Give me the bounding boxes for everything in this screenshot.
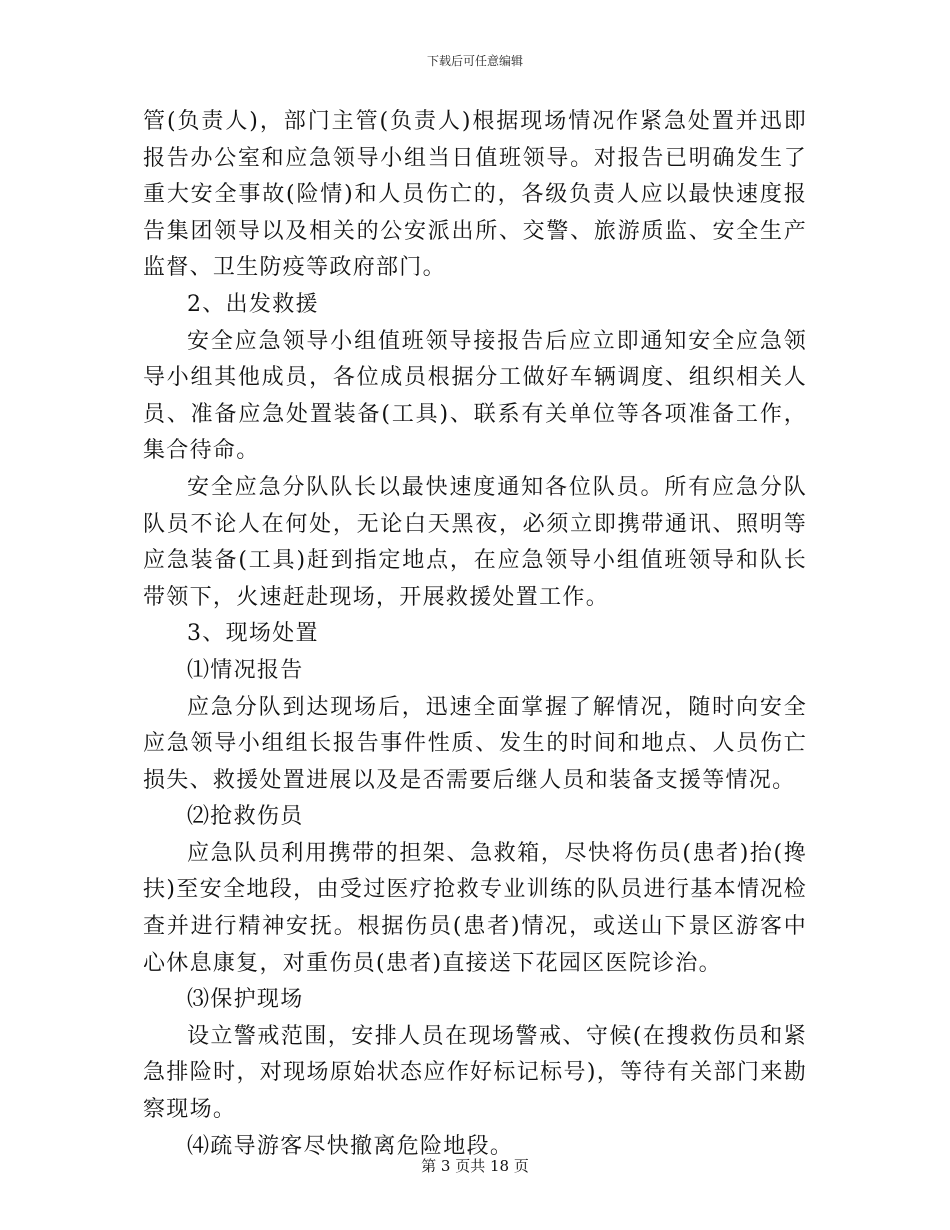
paragraph-rescue-injured: 应急队员利用携带的担架、急救箱，尽快将伤员(患者)抬(搀扶)至安全地段，由受过医疗抢救专业训练的队员进行基本情况检查并进行精神安抚。根据伤员(患者)情况，或送山下景区游客中心休息康复，对重伤员(患者)直接送下花园区医院诊治。 xyxy=(143,840,807,976)
subheading-evacuate-visitors: ⑷疏导游客尽快撤离危险地段。 xyxy=(187,1133,514,1159)
paragraph-duty-leader-notice: 安全应急领导小组值班领导接报告后应立即通知安全应急领导小组其他成员，各位成员根据分工做好车辆调度、组织相关人员、准备应急处置装备(工具)、联系有关单位等各项准备工作，集合待命。 xyxy=(143,328,807,464)
heading-rescue-dispatch: 2、出发救援 xyxy=(187,291,319,317)
subheading-protect-scene: ⑶保护现场 xyxy=(187,987,304,1013)
subheading-rescue-injured: ⑵抢救伤员 xyxy=(187,804,304,830)
paragraph-situation-report: 应急分队到达现场后，迅速全面掌握了解情况，随时向安全应急领导小组组长报告事件性质、发生的时间和地点、人员伤亡损失、救援处置进展以及是否需要后继人员和装备支援等情况。 xyxy=(143,694,807,793)
subheading-situation-report: ⑴情况报告 xyxy=(187,657,304,683)
paragraph-team-assembly: 安全应急分队队长以最快速度通知各位队员。所有应急分队队员不论人在何处，无论白天黑夜，必须立即携带通讯、照明等应急装备(工具)赶到指定地点，在应急领导小组值班领导和队长带领下，火速赶赴现场，开展救援处置工作。 xyxy=(143,474,807,610)
heading-onsite-handling: 3、现场处置 xyxy=(187,621,319,647)
page-header-note: 下载后可任意编辑 xyxy=(426,54,523,68)
paragraph-report-continuation: 管(负责人)，部门主管(负责人)根据现场情况作紧急处置并迅即报告办公室和应急领导小组当日值班领导。对报告已明确发生了重大安全事故(险情)和人员伤亡的，各级负责人应以最快速度报告集团领导以及相关的公安派出所、交警、旅游质监、安全生产监督、卫生防疫等政府部门。 xyxy=(143,109,807,281)
page-number: 第 3 页共 18 页 xyxy=(421,1157,529,1175)
paragraph-protect-scene: 设立警戒范围，安排人员在现场警戒、守候(在搜救伤员和紧急排险时，对现场原始状态应作好标记标号)，等待有关部门来勘察现场。 xyxy=(143,1023,807,1123)
document-body xyxy=(143,104,807,1165)
